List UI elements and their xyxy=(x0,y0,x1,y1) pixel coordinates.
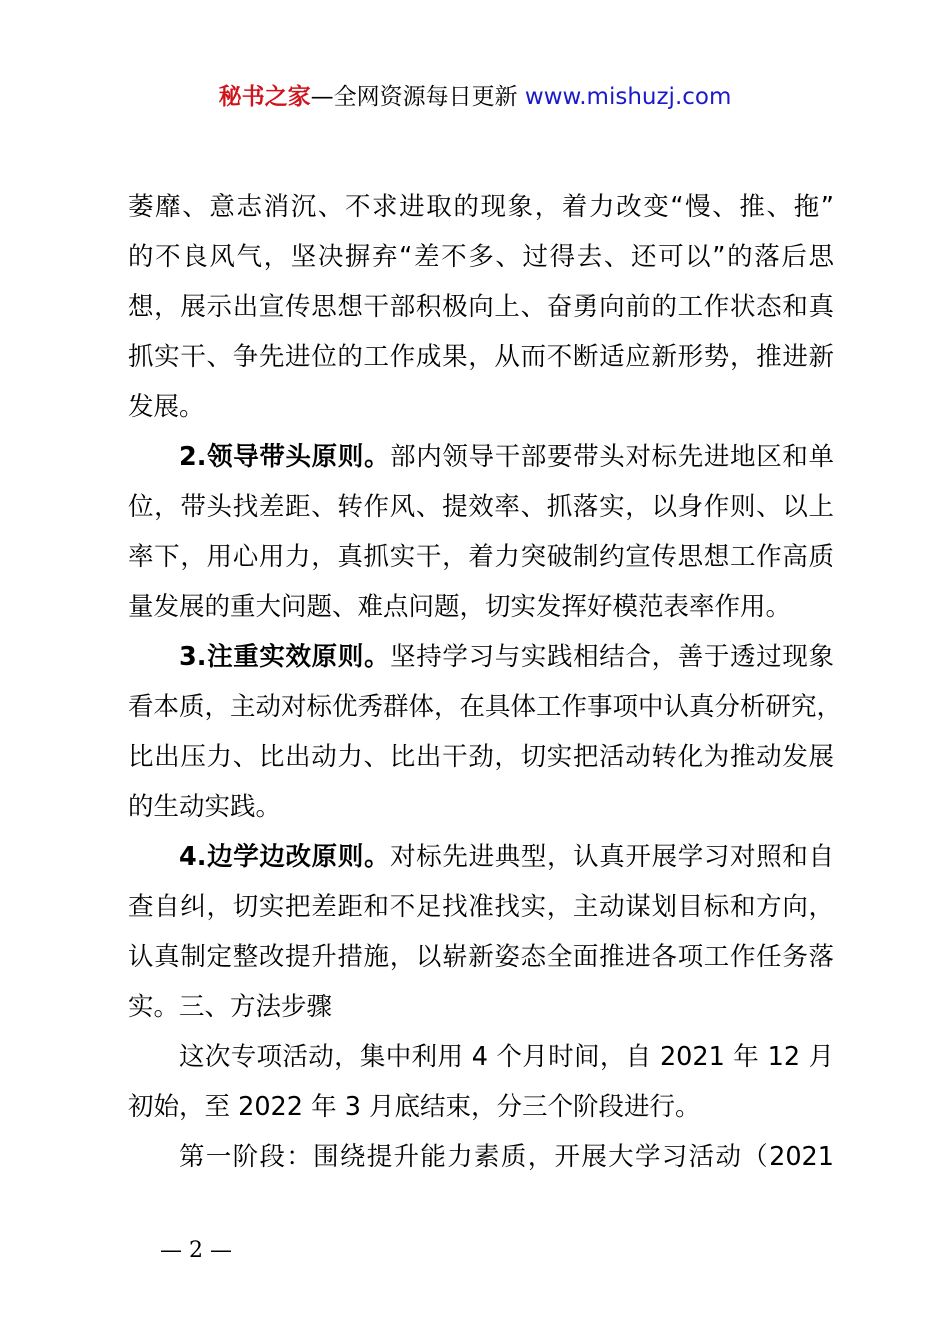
text-line: 量发展的重大问题、难点问题，切实发挥好模范表率作用。 xyxy=(128,592,792,622)
text-line: 这次专项活动，集中利用 4 个月时间，自 2021 年 12 月 xyxy=(179,1042,834,1072)
text-line: 比出压力、比出动力、比出干劲，切实把活动转化为推动发展 xyxy=(128,742,834,772)
site-slogan: —全网资源每日更新 xyxy=(310,84,518,110)
text-line: 的生动实践。 xyxy=(128,792,282,822)
text-line: 率下，用心用力，真抓实干，着力突破制约宣传思想工作高质 xyxy=(128,542,834,572)
document-body xyxy=(128,182,843,1182)
principle-4-heading: 4.边学边改原则。 xyxy=(179,842,391,872)
site-url[interactable]: www.mishuzj.com xyxy=(524,84,732,110)
text-fragment: 对标先进典型，认真开展学习对照和自 xyxy=(390,842,834,872)
text-line: 初始，至 2022 年 3 月底结束，分三个阶段进行。 xyxy=(128,1092,701,1122)
text-line: 抓实干、争先进位的工作成果，从而不断适应新形势，推进新 xyxy=(128,342,834,372)
principle-2-first-line xyxy=(128,432,834,482)
text-line: 第一阶段：围绕提升能力素质，开展大学习活动（2021 xyxy=(179,1142,834,1172)
text-line: 实。三、方法步骤 xyxy=(128,992,333,1022)
text-line: 位，带头找差距、转作风、提效率、抓落实，以身作则、以上 xyxy=(128,492,834,522)
text-line: 的不良风气，坚决摒弃“差不多、过得去、还可以”的落后思 xyxy=(128,242,834,272)
principle-3-heading: 3.注重实效原则。 xyxy=(179,642,391,672)
principle-2-heading: 2.领导带头原则。 xyxy=(179,442,391,472)
text-line: 查自纠，切实把差距和不足找准找实，主动谋划目标和方向， xyxy=(128,892,834,922)
text-line: 想，展示出宣传思想干部积极向上、奋勇向前的工作状态和真 xyxy=(128,292,834,322)
page-number: — 2 — xyxy=(160,1238,232,1263)
site-brand: 秘书之家 xyxy=(218,84,311,110)
text-fragment: 坚持学习与实践相结合，善于透过现象 xyxy=(390,642,834,672)
site-header xyxy=(0,80,950,114)
text-line: 看本质，主动对标优秀群体，在具体工作事项中认真分析研究， xyxy=(128,692,843,722)
text-fragment: 部内领导干部要带头对标先进地区和单 xyxy=(390,442,834,472)
text-line: 认真制定整改提升措施，以崭新姿态全面推进各项工作任务落 xyxy=(128,942,834,972)
principle-4-first-line xyxy=(128,832,834,882)
text-line: 发展。 xyxy=(128,392,205,422)
principle-3-first-line xyxy=(128,632,834,682)
text-line: 萎靡、意志消沉、不求进取的现象，着力改变“慢、推、拖” xyxy=(128,192,834,222)
